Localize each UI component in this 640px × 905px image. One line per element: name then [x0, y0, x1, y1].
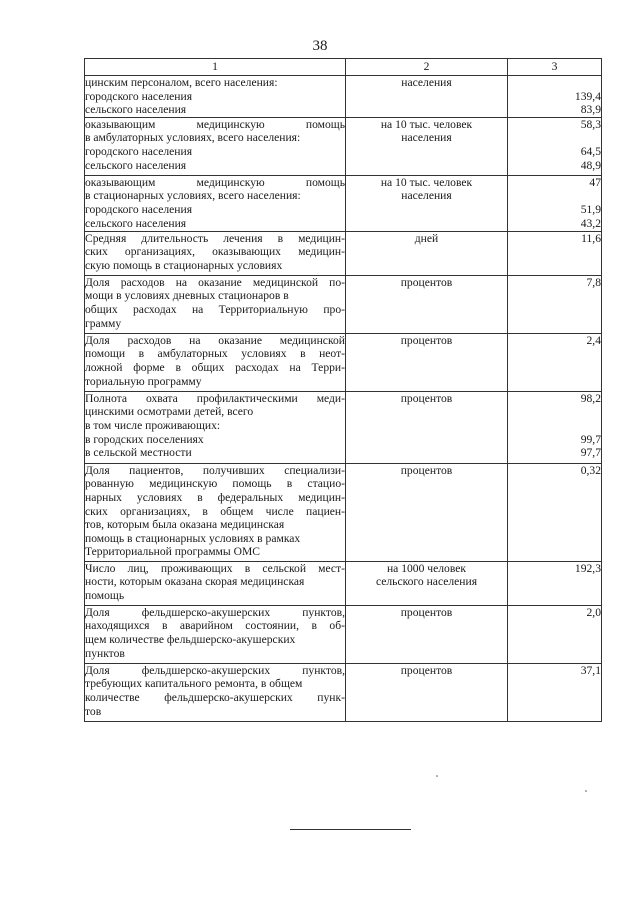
cell-line: 98,2	[580, 391, 601, 405]
cell-line: процентов	[400, 333, 453, 347]
cell-line: процентов	[400, 463, 453, 477]
cell-line: 58,3	[580, 117, 601, 131]
cell-line: помощь в стационарных условиях в рамках	[85, 531, 301, 545]
cell-line: 64,5	[580, 144, 601, 158]
cell-line: скую помощь в стационарных условиях	[85, 258, 283, 272]
cell-line: 51,9	[580, 202, 601, 216]
cell-line: оказывающим медицинскую помощь	[85, 175, 345, 189]
cell-line: Доля фельдшерско-акушерских пунктов,	[85, 605, 345, 619]
cell-line: ложной форме в общих расходах на Терри-	[85, 360, 345, 374]
cell-line: 43,2	[580, 216, 601, 230]
cell-line: в амбулаторных условиях, всего населения:	[85, 131, 301, 145]
cell-line: ности, которым оказана скорая медицинская	[85, 575, 305, 589]
cell-line: в городских поселениях	[85, 432, 204, 446]
cell-line: городского населения	[85, 89, 193, 103]
cell-line: на 10 тыс. человек	[380, 117, 473, 131]
cell-line: Полнота охвата профилактическими меди-	[85, 391, 345, 405]
cell-line: Число лиц, проживающих в сельской мест-	[85, 561, 345, 575]
cell-line: городского населения	[85, 144, 193, 158]
cell-line: находящихся в аварийном состоянии, в об-	[85, 619, 345, 633]
cell-line: мощи в условиях дневных стационаров в	[85, 289, 289, 303]
cell-line: тов	[85, 704, 102, 718]
cell-line: городского населения	[85, 202, 193, 216]
cell-line: Доля фельдшерско-акушерских пунктов,	[85, 663, 345, 677]
cell-line: 192,3	[574, 561, 601, 575]
column-header-1: 1	[85, 59, 346, 76]
cell-line: сельского населения	[375, 575, 478, 589]
cell-line: Территориальной программы ОМС	[85, 545, 260, 559]
cell-line: цинскими осмотрами детей, всего	[85, 405, 254, 419]
scan-speck	[436, 775, 438, 777]
cell-line: 11,6	[581, 231, 601, 245]
cell-line: помощь	[85, 588, 125, 602]
cell-line: в том числе проживающих:	[85, 418, 221, 432]
cell-line: сельского населения	[85, 158, 187, 172]
cell-line: 7,8	[586, 275, 601, 289]
cell-line: процентов	[400, 275, 453, 289]
cell-line: нарных условиях в федеральных медицин-	[85, 490, 345, 504]
cell-line: на 1000 человек	[386, 561, 467, 575]
cell-line: ских организациях, оказывающих медицин-	[85, 245, 345, 259]
scan-speck	[585, 790, 587, 792]
cell-line: процентов	[400, 663, 453, 677]
cell-line: 37,1	[580, 663, 601, 677]
cell-line: тов, которым была оказана медицинская	[85, 518, 285, 532]
cell-line: рованную медицинскую помощь в стацио-	[85, 477, 345, 491]
cell-line: в сельской местности	[85, 446, 192, 460]
cell-line: процентов	[400, 605, 453, 619]
cell-line: количестве фельдшерско-акушерских пунк-	[85, 690, 345, 704]
cell-line: 2,4	[586, 333, 601, 347]
cell-line: ториальную программу	[85, 374, 202, 388]
cell-line: 83,9	[580, 103, 601, 117]
cell-line: оказывающим медицинскую помощь	[85, 117, 345, 131]
cell-line: 48,9	[580, 158, 601, 172]
cell-line: Доля расходов на оказание медицинской	[85, 333, 345, 347]
cell-line: общих расходах на Территориальную про-	[85, 302, 345, 316]
column-header-2: 2	[346, 59, 508, 76]
cell-line: ских организациях, в общем числе пациен-	[85, 504, 345, 518]
cell-line: Доля расходов на оказание медицинской по-	[85, 275, 345, 289]
cell-line: 47	[589, 175, 601, 189]
cell-line: цинским персоналом, всего населения:	[85, 76, 278, 89]
cell-line: щем количестве фельдшерско-акушерских	[85, 632, 296, 646]
cell-line: 2,0	[586, 605, 601, 619]
cell-line: дней	[414, 231, 439, 245]
cell-line: 0,32	[580, 463, 601, 477]
cell-line: населения	[401, 131, 452, 145]
cell-line: Средняя длительность лечения в медицин-	[85, 231, 345, 245]
cell-line: 139,4	[574, 89, 601, 103]
cell-line: 99,7	[580, 432, 601, 446]
cell-line: процентов	[400, 391, 453, 405]
cell-line: грамму	[85, 316, 122, 330]
cell-line: на 10 тыс. человек	[380, 175, 473, 189]
cell-line: 97,7	[580, 446, 601, 460]
column-header-3: 3	[508, 59, 602, 76]
cell-line: в стационарных условиях, всего населения:	[85, 189, 301, 203]
cell-line: населения	[401, 76, 452, 89]
page-number: 38	[312, 38, 328, 54]
cell-line: сельского населения	[85, 103, 187, 117]
cell-line: помощи в амбулаторных условиях в неот-	[85, 347, 345, 361]
cell-line: Доля пациентов, получивших специализи-	[85, 463, 345, 477]
cell-line: населения	[401, 189, 452, 203]
cell-line: пунктов	[85, 646, 125, 660]
cell-line: требующих капитального ремонта, в общем	[85, 677, 303, 691]
cell-line: сельского населения	[85, 216, 187, 230]
